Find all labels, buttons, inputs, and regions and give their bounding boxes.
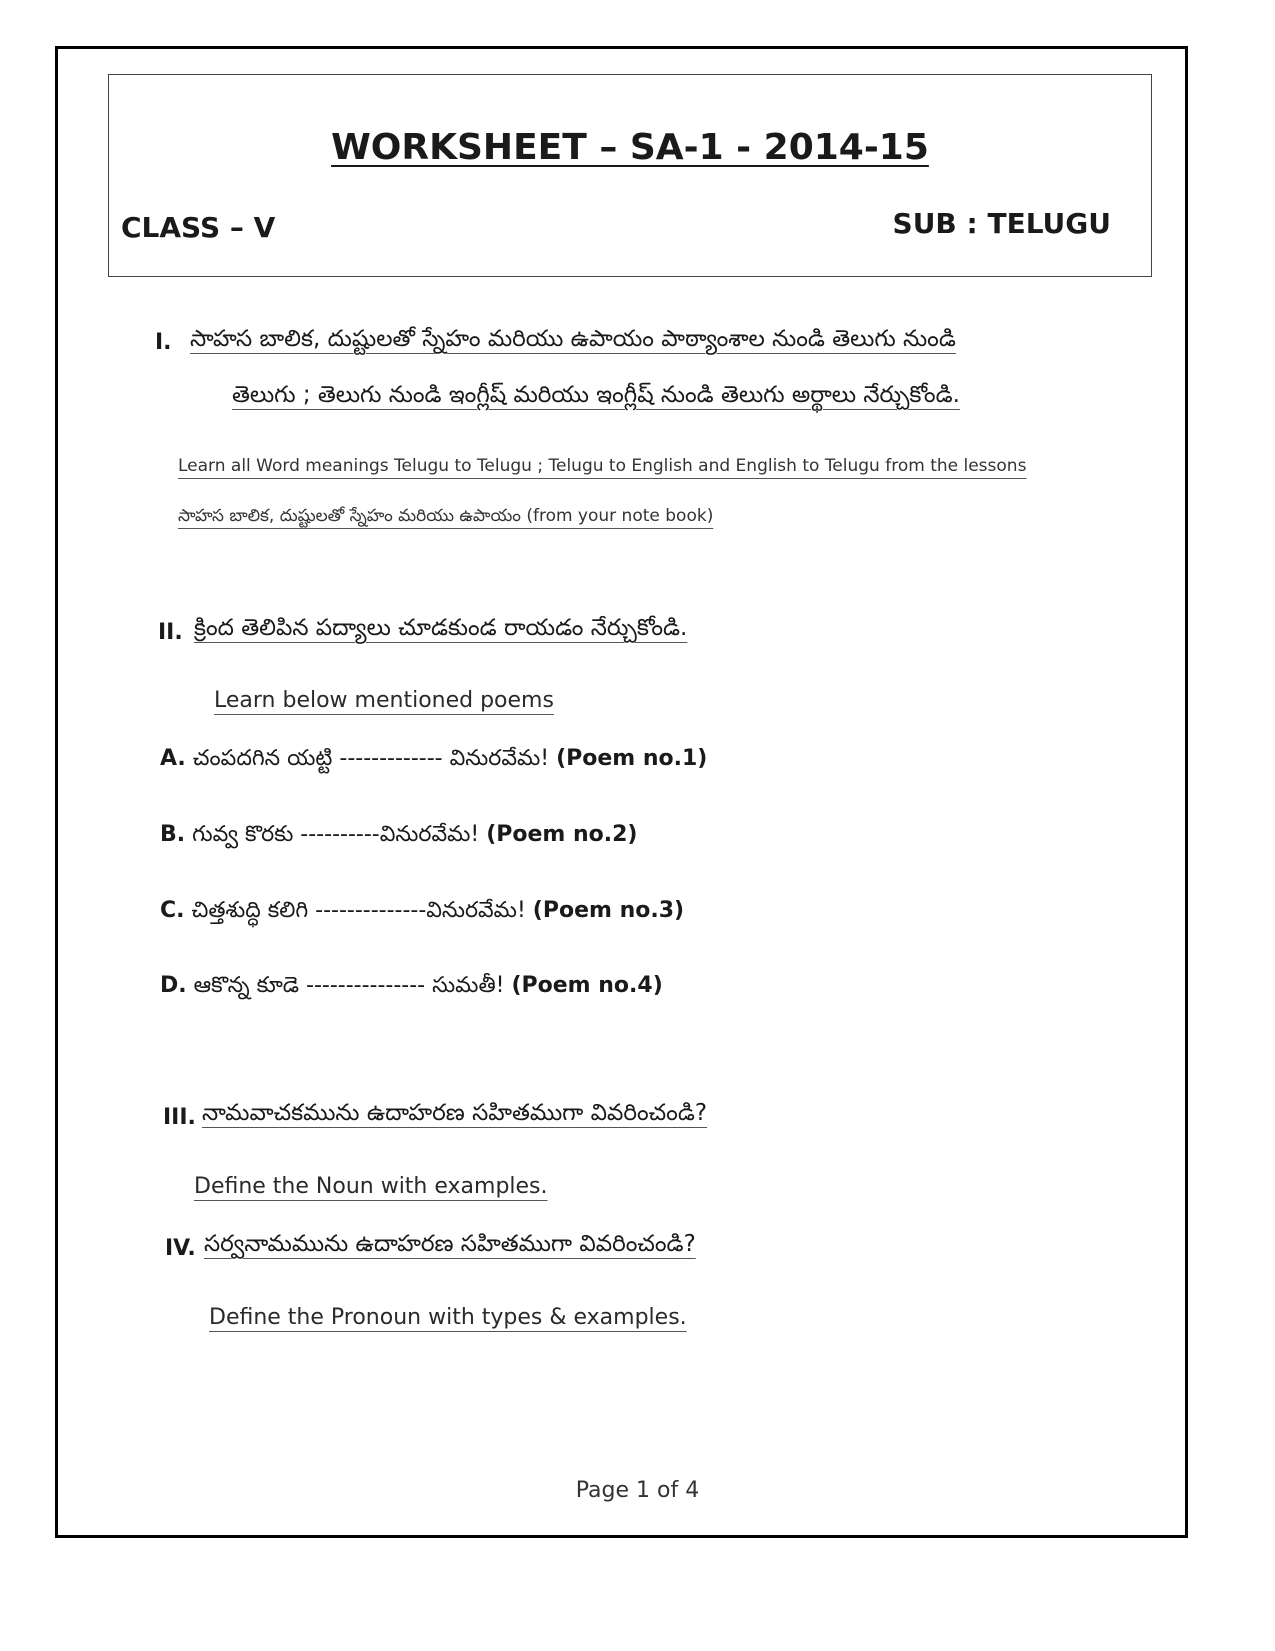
class-label: CLASS – V — [121, 211, 276, 244]
section-3-telugu-line: నామవాచకమును ఉదాహరణ సహితముగా వివరించండి? — [202, 1100, 708, 1126]
section-2-number: II. — [158, 620, 183, 645]
section-1-number: I. — [155, 330, 172, 355]
section-1-telugu-line-1: సాహస బాలిక, దుష్టులతో స్నేహం మరియు ఉపాయం పాఠ్యాంశాల నుండి తెలుగు నుండి — [190, 326, 956, 352]
section-3-number: III. — [163, 1105, 196, 1130]
worksheet-title: WORKSHEET – SA-1 - 2014-15 — [331, 127, 929, 168]
section-3-english-line: Define the Noun with examples. — [194, 1174, 548, 1199]
poem-item — [160, 973, 663, 1003]
poem-letter: B. — [160, 822, 186, 847]
section-1-english-line: Learn all Word meanings Telugu to Telugu ; Telugu to English and English to Telugu from the lessons — [178, 456, 1027, 476]
poem-letter: A. — [160, 746, 186, 771]
poem-ref: (Poem no.4) — [511, 973, 663, 998]
poem-item — [160, 822, 637, 852]
poem-item — [160, 898, 684, 928]
poem-text: ఆకొన్న కూడె --------------- సుమతీ! — [193, 973, 505, 998]
subject-label: SUB : TELUGU — [892, 207, 1111, 240]
section-4-telugu-line: సర్వనామమును ఉదాహరణ సహితముగా వివరించండి? — [204, 1231, 696, 1257]
section-4-english-line: Define the Pronoun with types & examples. — [209, 1305, 687, 1330]
poem-text: గువ్వ కొరకు ----------వినురవేమ! — [192, 822, 480, 847]
section-2-english-line: Learn below mentioned poems — [214, 688, 554, 713]
page-number: Page 1 of 4 — [575, 1478, 700, 1503]
section-1-telugu-line-2: తెలుగు ; తెలుగు నుండి ఇంగ్లీష్ మరియు ఇంగ్లీష్ నుండి తెలుగు అర్థాలు నేర్చుకోండి. — [232, 382, 960, 408]
poem-text: చిత్తశుద్ధి కలిగి --------------వినురవేమ! — [191, 898, 526, 923]
poem-item — [160, 746, 707, 776]
poem-ref: (Poem no.3) — [532, 898, 685, 923]
poem-letter: D. — [160, 973, 187, 998]
poem-ref: (Poem no.2) — [486, 822, 638, 847]
poem-ref: (Poem no.1) — [556, 746, 708, 771]
poem-letter: C. — [160, 898, 185, 923]
poem-text: చంపదగిన యట్టి ------------- వినురవేమ! — [192, 746, 550, 771]
worksheet-header — [108, 74, 1152, 277]
section-1-english-line-2: సాహస బాలిక, దుష్టులతో స్నేహం మరియు ఉపాయం (from your note book) — [178, 506, 714, 526]
section-4-number: IV. — [165, 1236, 196, 1261]
section-2-telugu-line: క్రింద తెలిపిన పద్యాలు చూడకుండ రాయడం నేర్చుకోండి. — [194, 615, 688, 641]
